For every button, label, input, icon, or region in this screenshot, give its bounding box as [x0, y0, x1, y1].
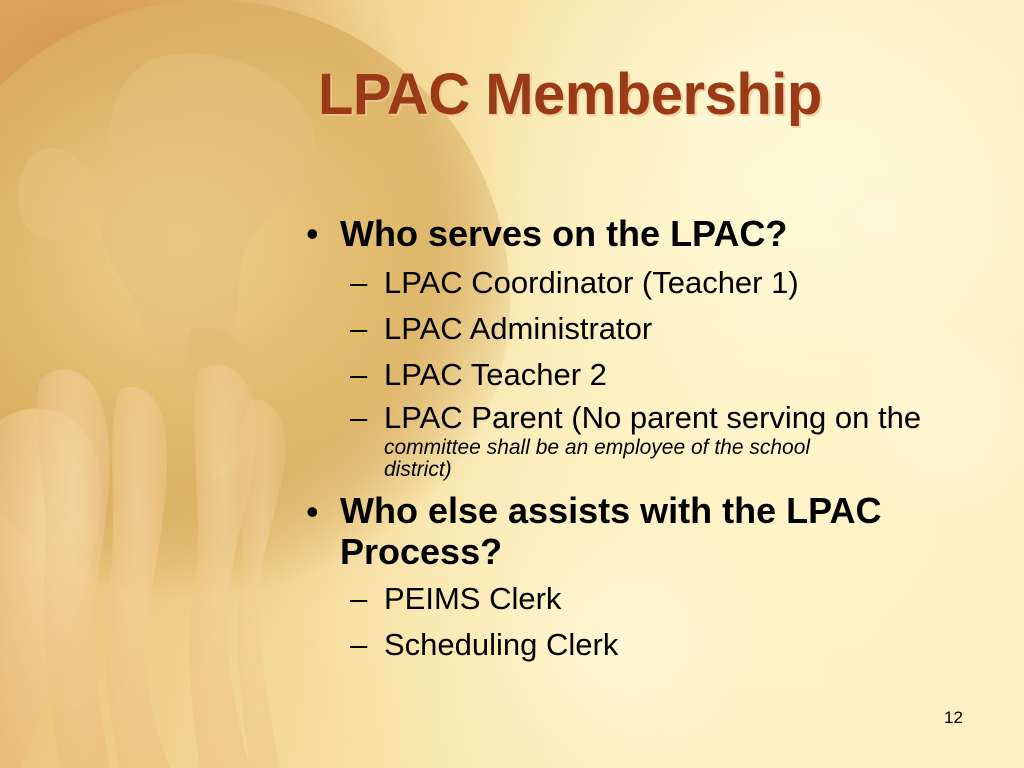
bullet-who-serves: [300, 212, 1000, 256]
dash-glyph: –: [350, 581, 368, 616]
sub-item: [350, 352, 1000, 398]
parent-note: (No parent serving on the: [571, 400, 922, 435]
sub-list-members: [350, 260, 1000, 482]
sub-item: [350, 576, 1000, 622]
sub-item-text: PEIMS Clerk: [384, 581, 562, 616]
bullet-glyph: •: [306, 213, 319, 254]
bullet-text: [340, 490, 881, 572]
bullet-glyph: •: [306, 491, 319, 532]
sub-item-text: Scheduling Clerk: [384, 627, 619, 662]
bullet-text-line: Who else assists with the LPAC: [340, 490, 882, 531]
sub-item: [350, 622, 1000, 668]
dash-glyph: –: [350, 265, 368, 300]
bullet-text: Who serves on the LPAC?: [340, 213, 788, 254]
sub-item-text: LPAC Administrator: [384, 311, 653, 346]
bullet-who-else-assists: [300, 490, 1000, 572]
dash-glyph: –: [350, 627, 368, 662]
sub-item-text: LPAC Coordinator (Teacher 1): [384, 265, 799, 300]
dash-glyph: –: [350, 311, 368, 346]
parent-note-line: district): [384, 458, 452, 481]
dash-glyph: –: [350, 400, 368, 435]
dash-glyph: –: [350, 357, 368, 392]
sub-list-assistants: [350, 576, 1000, 668]
bullet-text-line: Process?: [340, 531, 503, 572]
sub-item: [350, 260, 1000, 306]
slide-title: LPAC Membership: [318, 62, 822, 127]
slide-page-number: 12: [944, 708, 963, 727]
slide-content: [300, 212, 1000, 668]
parent-note-line: committee shall be an employee of the school: [384, 436, 811, 459]
sub-item-parent: [350, 398, 1000, 482]
sub-item-text: LPAC Teacher 2: [384, 357, 607, 392]
hands-shape: [0, 365, 286, 768]
sub-item-text: LPAC Parent: [384, 400, 563, 435]
sub-item: [350, 306, 1000, 352]
